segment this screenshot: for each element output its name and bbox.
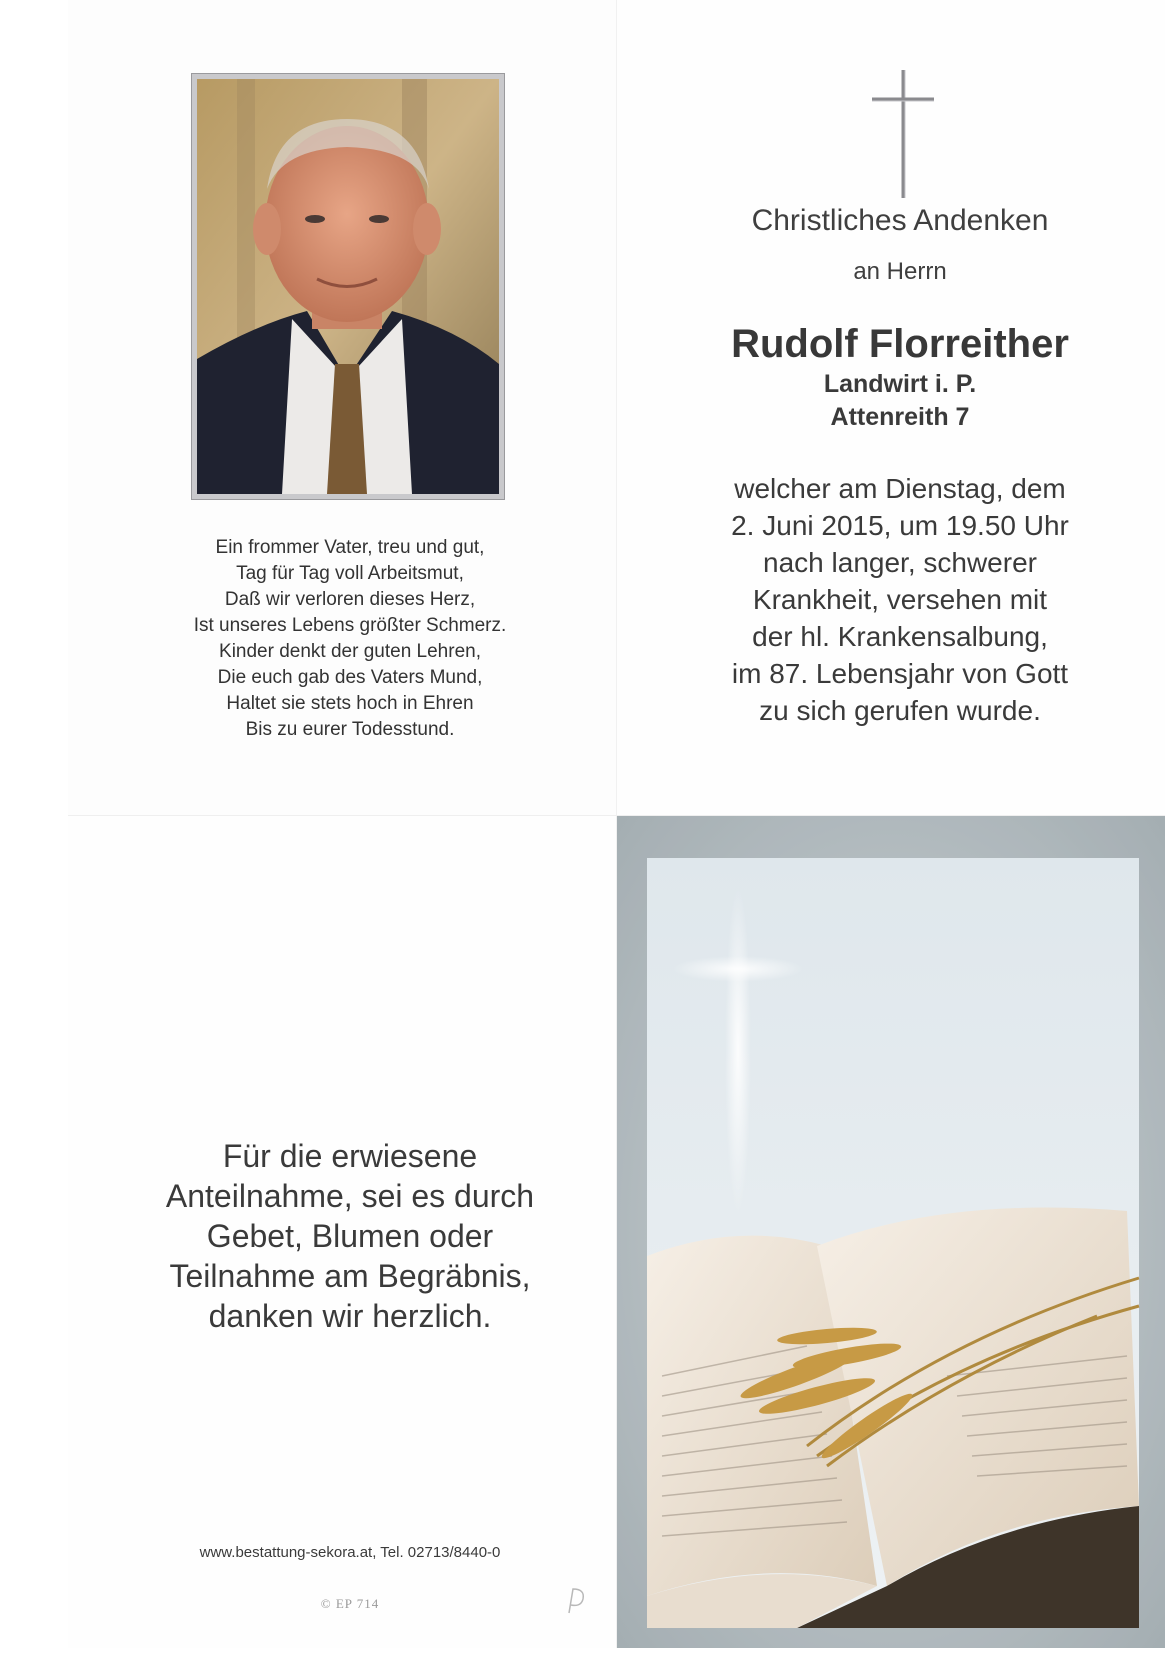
portrait-photo xyxy=(197,79,499,494)
poem-line: Die euch gab des Vaters Mund, xyxy=(217,667,483,688)
poem-line: Haltet sie stets hoch in Ehren xyxy=(226,693,474,714)
thanks-line: danken wir herzlich. xyxy=(208,1298,492,1334)
cross-icon xyxy=(870,70,936,200)
thanks-line: Anteilnahme, sei es durch xyxy=(165,1178,535,1214)
print-code: © EP 714 xyxy=(320,1596,380,1611)
heading-sub: an Herrn xyxy=(853,258,947,285)
death-line: 2. Juni 2015, um 19.50 Uhr xyxy=(731,510,1069,541)
thanks-line: Gebet, Blumen oder xyxy=(206,1218,494,1254)
thanks-line: Teilnahme am Begräbnis, xyxy=(169,1258,531,1294)
poem-line: Ein frommer Vater, treu und gut, xyxy=(215,537,485,558)
poem-line: Ist unseres Lebens größter Schmerz. xyxy=(193,615,507,636)
thanks-line: Für die erwiesene xyxy=(222,1138,478,1174)
occupation: Landwirt i. P. xyxy=(823,370,977,398)
death-line: Krankheit, versehen mit xyxy=(752,584,1048,615)
signature-mark xyxy=(565,1585,589,1617)
death-line: im 87. Lebensjahr von Gott xyxy=(731,658,1069,689)
poem-line: Bis zu eurer Todesstund. xyxy=(245,719,455,740)
death-line: nach langer, schwerer xyxy=(763,547,1037,578)
bible-wheat-image xyxy=(617,816,1165,1648)
heading: Christliches Andenken xyxy=(751,204,1049,237)
footer-contact: www.bestattung-sekora.at, Tel. 02713/8440-0 xyxy=(199,1544,501,1561)
thanks-text xyxy=(130,1136,570,1336)
address: Attenreith 7 xyxy=(830,403,970,431)
poem-line: Kinder denkt der guten Lehren, xyxy=(219,641,481,662)
death-notice xyxy=(680,470,1120,729)
deceased-name: Rudolf Florreither xyxy=(731,322,1069,366)
death-line: der hl. Krankensalbung, xyxy=(752,621,1048,652)
poem xyxy=(150,535,550,743)
poem-line: Tag für Tag voll Arbeitsmut, xyxy=(236,563,464,584)
poem-line: Daß wir verloren dieses Herz, xyxy=(224,589,476,610)
death-line: welcher am Dienstag, dem xyxy=(734,473,1066,504)
portrait-frame xyxy=(191,73,505,500)
death-line: zu sich gerufen wurde. xyxy=(759,695,1041,726)
